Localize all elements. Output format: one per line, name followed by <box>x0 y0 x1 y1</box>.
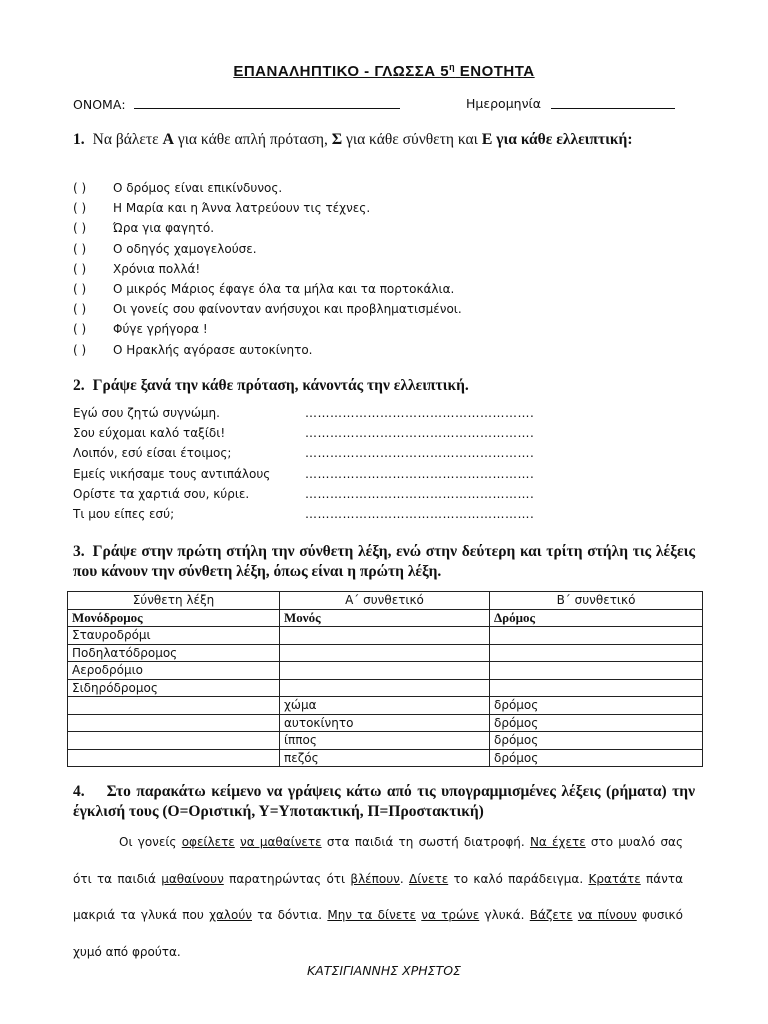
example-compound: Μονόδρομος <box>68 609 280 627</box>
answer-parentheses[interactable]: ( ) <box>73 342 87 357</box>
table-header-row <box>68 592 703 610</box>
list-item <box>73 443 535 463</box>
list-item <box>73 423 535 443</box>
first-part-cell[interactable] <box>280 644 490 662</box>
second-part-cell: δρόμος <box>490 749 703 767</box>
page-title: ΕΠΑΝΑΛΗΠΤΙΚΟ - ΓΛΩΣΣΑ $5^\eta$ ΕΝΟΤΗΤΑ <box>233 62 535 80</box>
first-part-cell: αυτοκίνητο <box>280 714 490 732</box>
underlined-verb: Βάζετε <box>529 908 573 922</box>
table-row <box>68 627 703 645</box>
first-part-cell[interactable] <box>280 662 490 680</box>
answer-dots[interactable]: ………………………………………………. <box>305 446 535 461</box>
answer-dots[interactable]: ………………………………………………. <box>305 406 535 420</box>
sentence-text: Ο μικρός Μάριος έφαγε όλα τα μήλα και τα πορτοκάλια. <box>113 282 455 297</box>
answer-parentheses[interactable]: ( ) <box>73 221 87 236</box>
underlined-verb: να πίνουν <box>577 908 637 922</box>
sentence-text: Σου εύχομαι καλό ταξίδι! <box>73 426 226 441</box>
underlined-verb: να τρώνε <box>421 908 480 922</box>
compound-cell: Αεροδρόμιο <box>68 662 280 680</box>
header-first-part: Α΄ συνθετικό <box>280 592 490 610</box>
first-part-cell[interactable] <box>280 627 490 645</box>
sentence-text: Οι γονείς σου φαίνονταν ανήσυχοι και προβληματισμένοι. <box>113 302 462 317</box>
first-part-cell[interactable] <box>280 679 490 697</box>
underlined-verb: Μην τα δίνετε <box>327 908 416 922</box>
compound-cell[interactable] <box>68 697 280 715</box>
question-2: 2. Γράψε ξανά την κάθε πρόταση, κάνοντάς την ελλειπτική. <box>73 377 469 394</box>
underlined-verb: να μαθαίνετε <box>240 835 322 849</box>
answer-dots[interactable]: ………………………………………………. <box>305 486 535 501</box>
paragraph-text: παρατηρώντας ότι <box>223 871 351 886</box>
list-item <box>73 218 462 238</box>
sentence-text: Φύγε γρήγορα ! <box>113 322 208 337</box>
list-item <box>73 198 462 218</box>
name-line[interactable] <box>134 96 400 109</box>
sentence-text: Ο Ηρακλής αγόρασε αυτοκίνητο. <box>113 342 313 357</box>
second-part-cell[interactable] <box>490 679 703 697</box>
second-part-cell[interactable] <box>490 662 703 680</box>
paragraph-text: Οι γονείς <box>119 835 182 849</box>
list-item <box>73 403 535 423</box>
paragraph-text: στα παιδιά τη σωστή διατροφή. <box>321 835 530 849</box>
date-line[interactable] <box>551 96 675 109</box>
name-date-row <box>73 96 693 112</box>
header-compound: Σύνθετη λέξη <box>68 592 280 610</box>
compound-cell: Σιδηρόδρομος <box>68 679 280 697</box>
answer-parentheses[interactable]: ( ) <box>73 261 87 276</box>
q2-sentence-list <box>73 403 535 524</box>
compound-cell: Ποδηλατόδρομος <box>68 644 280 662</box>
paragraph-text: πάντα μακριά τα γλυκά που <box>73 871 684 922</box>
compound-cell[interactable] <box>68 714 280 732</box>
second-part-cell[interactable] <box>490 627 703 645</box>
q1-sentence-list <box>73 178 462 360</box>
answer-parentheses[interactable]: ( ) <box>73 322 87 337</box>
answer-dots[interactable]: ………………………………………………. <box>305 466 535 481</box>
compound-words-table <box>67 591 703 767</box>
example-first-part: Μονός <box>280 609 490 627</box>
example-second-part: Δρόμος <box>490 609 703 627</box>
sentence-text: Ορίστε τα χαρτιά σου, κύριε. <box>73 486 250 501</box>
first-part-cell: χώμα <box>280 697 490 715</box>
answer-parentheses[interactable]: ( ) <box>73 181 87 195</box>
list-item <box>73 279 462 299</box>
list-item <box>73 319 462 339</box>
compound-cell: Σταυροδρόμι <box>68 627 280 645</box>
question-3: 3. Γράψε στην πρώτη στήλη την σύνθετη λέξη, ενώ στην δεύτερη και τρίτη στήλη τις λέξεις που κάνουν την σύνθετη λέξη, όπως είναι η πρώτη λέξη. <box>73 543 695 580</box>
header-second-part: Β΄ συνθετικό <box>490 592 703 610</box>
list-item <box>73 484 535 504</box>
paragraph-text: φυσικό χυμό από φρούτα. <box>73 908 683 959</box>
paragraph-text: . <box>399 871 410 886</box>
q4-paragraph <box>73 824 683 970</box>
list-item <box>73 239 462 259</box>
answer-parentheses[interactable]: ( ) <box>73 241 87 256</box>
underlined-verb: οφείλετε <box>181 835 235 849</box>
list-item <box>73 464 535 484</box>
second-part-cell: δρόμος <box>490 732 703 750</box>
paragraph-text: το καλό παράδειγμα. <box>448 871 589 886</box>
underlined-verb: μαθαίνουν <box>161 871 224 886</box>
sentence-text: Χρόνια πολλά! <box>113 261 201 276</box>
underlined-verb: Κρατάτε <box>588 871 641 886</box>
list-item <box>73 504 535 524</box>
underlined-verb: Να έχετε <box>529 835 586 849</box>
second-part-cell: δρόμος <box>490 714 703 732</box>
name-label: ΟΝΟΜΑ: <box>73 97 126 112</box>
sentence-text: Λοιπόν, εσύ είσαι έτοιμος; <box>73 446 232 461</box>
question-1: 1. Να βάλετε Α για κάθε απλή πρόταση, Σ για κάθε σύνθετη και Ε για κάθε ελλειπτική: <box>73 131 633 148</box>
table-row <box>68 749 703 767</box>
table-row <box>68 644 703 662</box>
answer-dots[interactable]: ………………………………………………. <box>305 506 535 521</box>
compound-cell[interactable] <box>68 749 280 767</box>
answer-dots[interactable]: ………………………………………………. <box>305 426 535 441</box>
date-label: Ημερομηνία <box>466 96 542 111</box>
answer-parentheses[interactable]: ( ) <box>73 302 87 317</box>
sentence-text: Η Μαρία και η Άννα λατρεύουν τις τέχνες. <box>113 201 371 216</box>
compound-cell[interactable] <box>68 732 280 750</box>
paragraph-text: τα δόντια. <box>252 908 328 922</box>
table-row <box>68 732 703 750</box>
sentence-text: Εγώ σου ζητώ συγνώμη. <box>73 406 220 420</box>
underlined-verb: χαλούν <box>209 908 252 922</box>
list-item <box>73 299 462 319</box>
underlined-verb: Δίνετε <box>409 871 449 886</box>
first-part-cell: πεζός <box>280 749 490 767</box>
list-item <box>73 340 462 360</box>
first-part-cell: ίππος <box>280 732 490 750</box>
sentence-text: Ο οδηγός χαμογελούσε. <box>113 241 257 256</box>
question-4: 4. Στο παρακάτω κείμενο να γράψεις κάτω από τις υπογραμμισμένες λέξεις (ρήματα) την έγκλισή τους (Ο=Οριστική, Υ=Υποτακτική, Π=Προστακτική) <box>73 783 695 820</box>
second-part-cell: δρόμος <box>490 697 703 715</box>
answer-parentheses[interactable]: ( ) <box>73 201 87 216</box>
answer-parentheses[interactable]: ( ) <box>73 282 87 297</box>
list-item <box>73 259 462 279</box>
underlined-verb: βλέπουν <box>350 871 400 886</box>
second-part-cell[interactable] <box>490 644 703 662</box>
sentence-text: Τι μου είπες εσύ; <box>73 506 175 521</box>
list-item <box>73 178 462 198</box>
sentence-text: Ο δρόμος είναι επικίνδυνος. <box>113 181 283 195</box>
sentence-text: Ώρα για φαγητό. <box>113 221 215 236</box>
table-row <box>68 679 703 697</box>
paragraph-text: γλυκά. <box>479 908 530 922</box>
table-row <box>68 662 703 680</box>
table-example-row <box>68 609 703 627</box>
table-row <box>68 697 703 715</box>
paragraph-text: στο μυαλό σας ότι τα παιδιά <box>73 835 684 886</box>
table-row <box>68 714 703 732</box>
sentence-text: Εμείς νικήσαμε τους αντιπάλους <box>73 466 271 481</box>
author-name: ΚΑΤΣΙΓΙΑΝΝΗΣ ΧΡΗΣΤΟΣ <box>307 963 461 978</box>
